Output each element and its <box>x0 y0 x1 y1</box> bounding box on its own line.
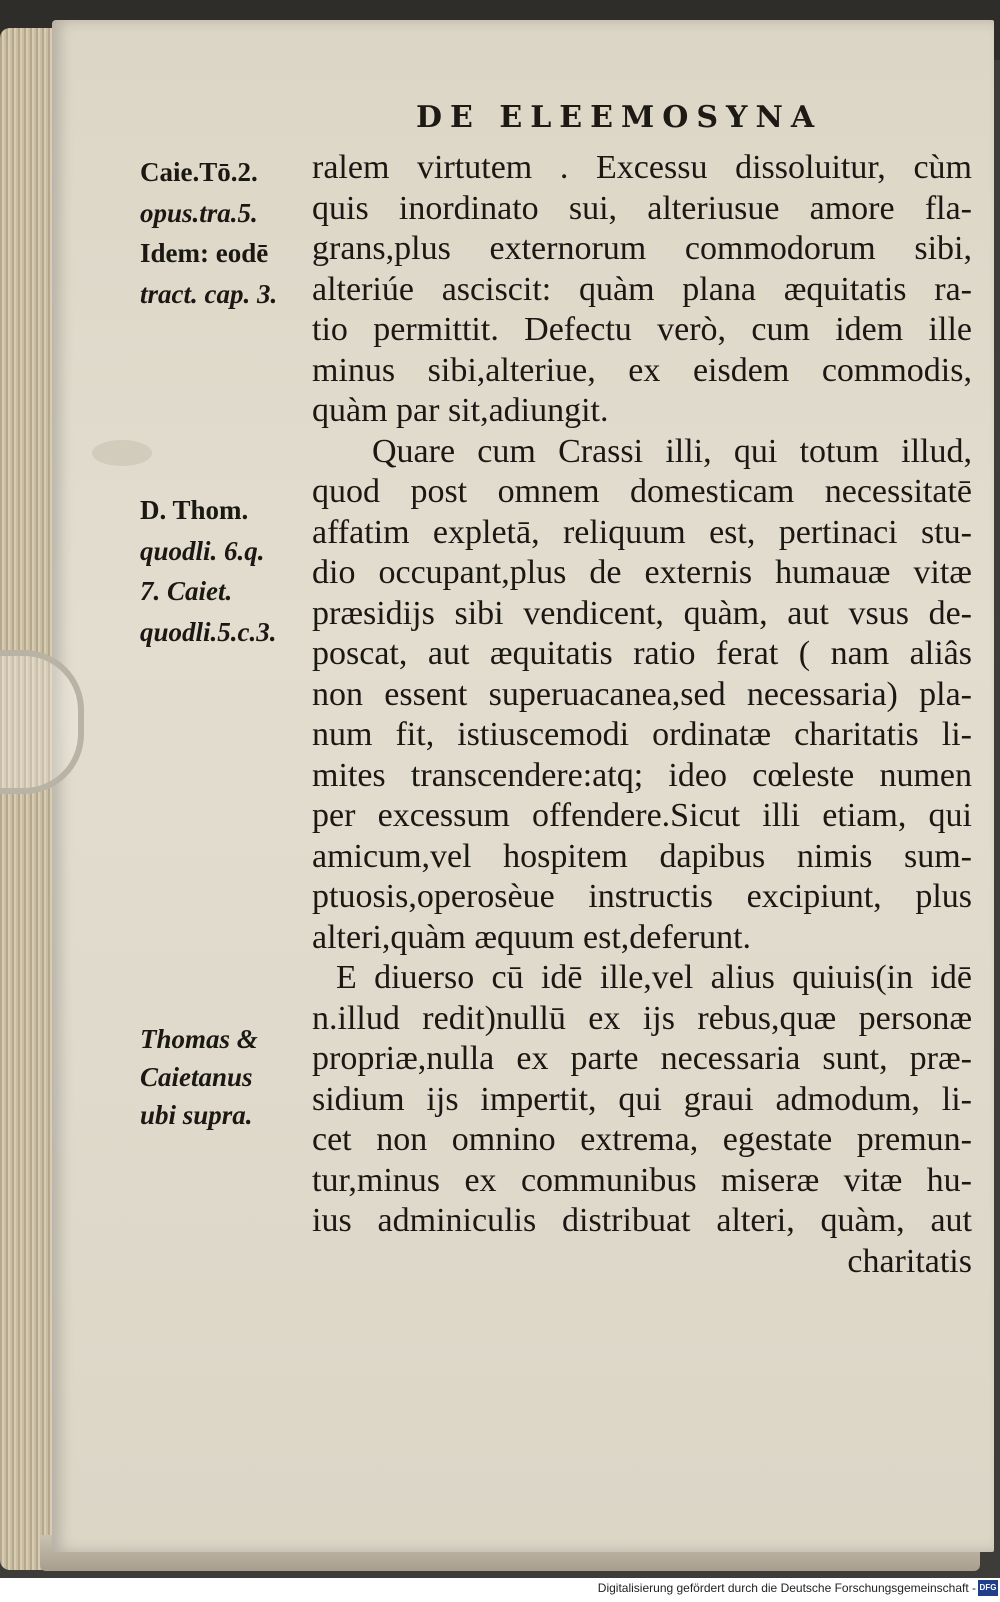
text-line: præsidijs sibi vendicent, quàm, aut vsus de- <box>312 594 972 632</box>
margin-note-line: opus.tra.5. <box>140 197 258 228</box>
text-line: E diuerso cū idē ille,vel alius quiuis(in idē <box>336 959 972 996</box>
text-line: ptuosis,operosèue instructis excipiunt, plus <box>312 878 972 915</box>
dfg-logo-icon: DFG <box>978 1580 998 1596</box>
margin-note-line: Caie.Tō.2. <box>140 157 258 187</box>
ink-blot <box>92 440 152 466</box>
catchword: charitatis <box>847 1242 972 1280</box>
text-line: minus sibi,alteriue, ex eisdem commodis, <box>312 351 972 389</box>
text-line: alteri,quàm æquum est,deferunt. <box>312 918 752 956</box>
margin-note-line: quodli.5.c.3. <box>140 616 277 647</box>
text-line: non essent superuacanea,sed necessaria) pla- <box>312 675 972 713</box>
text-line: dio occupant,plus de externis humauæ vitæ <box>312 554 972 591</box>
text-line: sidium ijs impertit, qui graui admodum, li- <box>312 1080 972 1118</box>
running-head: DE ELEEMOSYNA <box>416 100 823 135</box>
text-line: ralem virtutem . Excessu dissoluitur, cùm <box>312 149 972 186</box>
text-line: Quare cum Crassi illi, qui totum illud, <box>372 432 972 470</box>
text-line: per excessum offendere.Sicut illi etiam, qui <box>312 797 972 834</box>
text-line: affatim expletā, reliquum est, pertinaci stu- <box>312 513 972 551</box>
text-line: n.illud redit)nullū ex ijs rebus,quæ personæ <box>312 999 972 1037</box>
text-line: propriæ,nulla ex parte necessaria sunt, præ- <box>312 1040 972 1077</box>
margin-note-ubi-supra <box>140 1020 312 1134</box>
footer-credit: Digitalisierung gefördert durch die Deutsche Forschungsgemeinschaft - <box>597 1581 976 1595</box>
text-line: ius adminiculis distribuat alteri, quàm, aut <box>312 1202 972 1239</box>
text-line: poscat, aut æquitatis ratio ferat ( nam aliâs <box>312 635 972 672</box>
margin-note-line: D. Thom. <box>140 495 249 525</box>
text-line: tur,minus ex communibus miseræ vitæ hu- <box>312 1161 972 1199</box>
text-line: quàm par sit,adiungit. <box>312 392 609 429</box>
text-line: quis inordinato sui, alteriusue amore fla- <box>312 189 972 227</box>
text-line: tio permittit. Defectu verò, cum idem ille <box>312 311 972 348</box>
margin-note-line: ubi supra. <box>140 1100 253 1130</box>
text-line: alteriúe asciscit: quàm plana æquitatis ra- <box>312 270 972 308</box>
margin-note-thomas <box>140 490 312 652</box>
margin-note-line: Idem: eodē <box>140 238 269 268</box>
text-line: cet non omnino extrema, egestate premun- <box>312 1121 972 1158</box>
margin-note-line: 7. Caiet. <box>140 576 233 606</box>
text-line: quod post omnem domesticam necessitatē <box>312 473 972 510</box>
margin-note-line: Caietanus <box>140 1062 253 1092</box>
main-text-block <box>312 148 972 1282</box>
text-line: amicum,vel hospitem dapibus nimis sum- <box>312 837 972 875</box>
margin-note-caietanus <box>140 152 312 314</box>
margin-note-line: Thomas & <box>140 1024 258 1054</box>
margin-note-line: tract. cap. 3. <box>140 278 278 309</box>
text-line: mites transcendere:atq; ideo cœleste numen <box>312 756 972 794</box>
text-line: grans,plus externorum commodorum sibi, <box>312 230 972 267</box>
margin-note-line: quodli. 6.q. <box>140 535 265 566</box>
text-line: num fit, istiuscemodi ordinatæ charitatis li- <box>312 716 972 753</box>
